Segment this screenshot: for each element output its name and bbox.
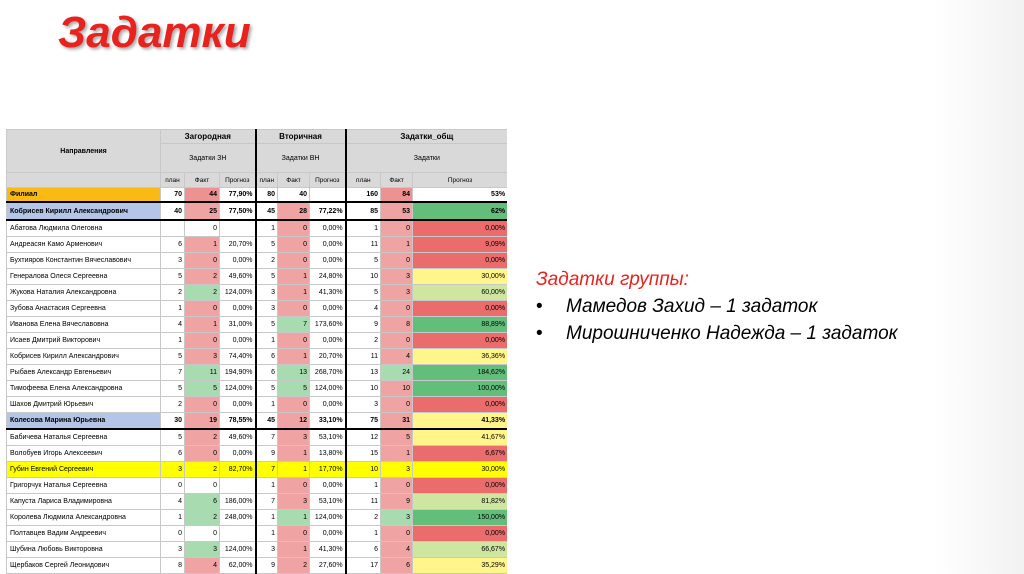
value-cell: 2 [346,510,381,526]
value-cell: 0,00% [413,397,507,413]
value-cell: 7 [256,494,278,510]
value-cell: 0,00% [413,333,507,349]
value-cell: 1 [185,237,220,253]
value-cell: 5 [185,381,220,397]
value-cell: 0 [381,333,413,349]
value-cell [220,526,256,542]
value-cell: 0 [381,526,413,542]
row-name-cell: Щербаков Сергей Леонидович [7,558,161,574]
value-cell: 0,00% [310,253,346,269]
value-cell: 1 [256,397,278,413]
value-cell: 124,00% [220,381,256,397]
value-cell: 44 [185,188,220,203]
row-name-cell: Бабичева Наталья Сергеевна [7,429,161,446]
value-cell: 3 [278,429,310,446]
value-cell: 10 [381,381,413,397]
row-name-cell: Иванова Елена Вячеславовна [7,317,161,333]
value-cell: 30,00% [413,269,507,285]
value-cell: 36,36% [413,349,507,365]
subgroup-header-country: Задатки ЗН [161,144,256,173]
value-cell: 7 [256,429,278,446]
value-cell: 40 [278,188,310,203]
value-cell: 53 [381,202,413,220]
value-cell: 2 [185,462,220,478]
value-cell: 3 [185,542,220,558]
value-cell: 268,70% [310,365,346,381]
value-cell: 6 [381,558,413,574]
subgroup-header-total: Задатки [346,144,507,173]
column-label-forecast: Прогноз [220,173,256,188]
group-header-total: Задатки_общ [346,130,507,144]
column-label-forecast: Прогноз [310,173,346,188]
value-cell: 80 [256,188,278,203]
value-cell: 31 [381,413,413,430]
value-cell: 0,00% [220,397,256,413]
value-cell: 124,00% [220,542,256,558]
value-cell: 85 [346,202,381,220]
note-item: • Мамедов Захид – 1 задаток [536,293,898,320]
value-cell: 3 [381,269,413,285]
value-cell: 4 [161,494,185,510]
value-cell: 17,70% [310,462,346,478]
row-name-cell: Полтавцев Вадим Андреевич [7,526,161,542]
row-name-cell: Рыбаев Александр Евгеньевич [7,365,161,381]
value-cell: 6 [161,237,185,253]
value-cell: 30 [161,413,185,430]
value-cell: 8 [161,558,185,574]
value-cell: 0 [185,397,220,413]
value-cell [220,220,256,237]
value-cell: 0,00% [220,446,256,462]
value-cell: 11 [346,349,381,365]
value-cell: 1 [278,285,310,301]
value-cell: 5 [256,269,278,285]
value-cell: 3 [161,253,185,269]
table-row [7,253,508,269]
value-cell: 84 [381,188,413,203]
value-cell: 160 [346,188,381,203]
value-cell: 1 [256,478,278,494]
value-cell: 4 [381,542,413,558]
value-cell: 5 [161,429,185,446]
value-cell: 6,67% [413,446,507,462]
value-cell: 77,50% [220,202,256,220]
value-cell: 0 [381,253,413,269]
row-name-cell: Колесова Марина Юрьевна [7,413,161,430]
value-cell: 6 [161,446,185,462]
value-cell: 3 [256,301,278,317]
decorative-shadow [934,0,1024,574]
value-cell: 7 [256,462,278,478]
row-name-cell: Григорчук Наталья Сергеевна [7,478,161,494]
value-cell: 45 [256,413,278,430]
value-cell: 60,00% [413,285,507,301]
value-cell: 0 [185,253,220,269]
value-cell: 10 [346,381,381,397]
column-label-forecast: Прогноз [413,173,507,188]
value-cell: 0 [381,220,413,237]
value-cell: 1 [278,542,310,558]
value-cell: 13 [278,365,310,381]
value-cell: 3 [161,462,185,478]
value-cell: 49,60% [220,429,256,446]
value-cell: 7 [278,317,310,333]
value-cell: 75 [346,413,381,430]
table-row [7,349,508,365]
value-cell: 41,30% [310,285,346,301]
value-cell: 0,00% [413,526,507,542]
note-list [536,293,898,347]
table-row [7,429,508,446]
value-cell: 19 [185,413,220,430]
row-name-cell: Королева Людмила Александровна [7,510,161,526]
table-row [7,317,508,333]
table-row [7,446,508,462]
value-cell: 1 [346,220,381,237]
value-cell: 24 [381,365,413,381]
value-cell: 0 [185,446,220,462]
value-cell: 1 [161,510,185,526]
value-cell: 2 [256,253,278,269]
value-cell [310,188,346,203]
table-row [7,413,508,430]
table-row [7,494,508,510]
column-label-empty [7,173,161,188]
value-cell: 1 [161,333,185,349]
value-cell: 1 [185,317,220,333]
table-row [7,188,508,203]
value-cell: 20,70% [220,237,256,253]
value-cell: 24,80% [310,269,346,285]
value-cell: 20,70% [310,349,346,365]
value-cell: 74,40% [220,349,256,365]
value-cell: 31,00% [220,317,256,333]
value-cell: 49,60% [220,269,256,285]
row-name-cell: Филиал [7,188,161,203]
note-item: • Мирошниченко Надежда – 1 задаток [536,320,898,347]
value-cell: 0,00% [310,333,346,349]
value-cell: 53,10% [310,494,346,510]
row-name-cell: Зубова Анастасия Сергеевна [7,301,161,317]
value-cell: 0 [278,301,310,317]
value-cell: 0 [381,301,413,317]
row-name-cell: Шахов Дмитрий Юрьевич [7,397,161,413]
value-cell: 100,00% [413,381,507,397]
value-cell: 5 [161,349,185,365]
value-cell: 28 [278,202,310,220]
value-cell: 82,70% [220,462,256,478]
value-cell: 0,00% [413,220,507,237]
value-cell: 33,10% [310,413,346,430]
value-cell: 0 [185,220,220,237]
spreadsheet-screenshot [6,129,507,574]
value-cell: 6 [185,494,220,510]
value-cell: 2 [185,285,220,301]
value-cell: 5 [256,381,278,397]
value-cell: 7 [161,365,185,381]
value-cell: 3 [381,462,413,478]
value-cell: 5 [256,237,278,253]
row-name-cell: Исаев Дмитрий Викторович [7,333,161,349]
note-title: Задатки группы: [536,269,689,290]
value-cell: 5 [161,381,185,397]
value-cell: 248,00% [220,510,256,526]
column-label-plan: план [256,173,278,188]
value-cell: 2 [185,269,220,285]
column-label-fact: Факт [278,173,310,188]
value-cell: 41,30% [310,542,346,558]
value-cell: 2 [185,429,220,446]
table-row [7,269,508,285]
group-header-country: Загородная [161,130,256,144]
value-cell: 78,55% [220,413,256,430]
value-cell: 5 [346,285,381,301]
row-name-cell: Губин Евгений Сергеевич [7,462,161,478]
value-cell: 124,00% [220,285,256,301]
row-name-cell: Шубина Любовь Викторовна [7,542,161,558]
value-cell: 3 [185,349,220,365]
value-cell: 1 [346,526,381,542]
value-cell: 0 [185,478,220,494]
column-label-fact: Факт [185,173,220,188]
value-cell: 3 [381,510,413,526]
value-cell: 1 [381,446,413,462]
value-cell: 77,90% [220,188,256,203]
value-cell [161,220,185,237]
value-cell: 77,22% [310,202,346,220]
value-cell: 0 [185,526,220,542]
value-cell: 1 [256,333,278,349]
table-row [7,526,508,542]
value-cell: 88,89% [413,317,507,333]
value-cell: 11 [346,237,381,253]
row-name-cell: Жукова Наталия Александровна [7,285,161,301]
value-cell: 4 [185,558,220,574]
value-cell: 1 [256,526,278,542]
value-cell: 0,00% [310,220,346,237]
table-row [7,333,508,349]
deposits-table [6,129,507,574]
value-cell: 0 [278,478,310,494]
value-cell: 2 [346,333,381,349]
value-cell: 9 [346,317,381,333]
value-cell: 0 [278,526,310,542]
value-cell: 2 [161,285,185,301]
subgroup-header-secondary: Задатки ВН [256,144,346,173]
value-cell: 0 [161,526,185,542]
value-cell: 0,00% [220,333,256,349]
value-cell: 173,60% [310,317,346,333]
header-row-columns [7,173,508,188]
value-cell: 1 [256,510,278,526]
value-cell: 4 [346,301,381,317]
value-cell: 5 [161,269,185,285]
value-cell: 0,00% [310,526,346,542]
value-cell: 70 [161,188,185,203]
value-cell: 0 [278,237,310,253]
value-cell: 66,67% [413,542,507,558]
value-cell: 2 [185,510,220,526]
column-label-fact: Факт [381,173,413,188]
value-cell: 1 [256,220,278,237]
value-cell: 0,00% [310,478,346,494]
value-cell: 0,00% [413,478,507,494]
value-cell: 0,00% [310,397,346,413]
value-cell: 25 [185,202,220,220]
value-cell: 4 [161,317,185,333]
value-cell: 8 [381,317,413,333]
row-name-cell: Абатова Людмила Олеговна [7,220,161,237]
value-cell: 0 [278,253,310,269]
value-cell: 124,00% [310,381,346,397]
value-cell: 12 [346,429,381,446]
value-cell: 13 [346,365,381,381]
value-cell: 5 [256,317,278,333]
value-cell: 0 [161,478,185,494]
value-cell: 3 [161,542,185,558]
value-cell: 5 [346,253,381,269]
table-row [7,478,508,494]
value-cell: 9 [256,558,278,574]
table-body [7,130,508,574]
table-row [7,510,508,526]
value-cell: 0 [185,301,220,317]
value-cell: 53% [413,188,507,203]
row-name-cell: Волобуев Игорь Алексеевич [7,446,161,462]
value-cell: 27,60% [310,558,346,574]
value-cell: 5 [381,429,413,446]
table-row [7,397,508,413]
value-cell: 41,33% [413,413,507,430]
value-cell: 186,00% [220,494,256,510]
table-row [7,301,508,317]
value-cell: 10 [346,462,381,478]
value-cell: 15 [346,446,381,462]
row-name-cell: Андреасян Камо Арменович [7,237,161,253]
row-name-cell: Кобрисев Кирилл Александрович [7,202,161,220]
value-cell: 13,80% [310,446,346,462]
table-row [7,462,508,478]
value-cell: 1 [278,446,310,462]
value-cell: 1 [278,510,310,526]
value-cell: 17 [346,558,381,574]
row-name-cell: Генералова Олеся Сергеевна [7,269,161,285]
value-cell: 194,90% [220,365,256,381]
value-cell: 150,00% [413,510,507,526]
table-row [7,542,508,558]
row-name-cell: Кобрисев Кирилл Александрович [7,349,161,365]
value-cell: 6 [346,542,381,558]
value-cell: 53,10% [310,429,346,446]
column-label-plan: план [346,173,381,188]
table-row [7,365,508,381]
row-name-cell: Капуста Лариса Владимировна [7,494,161,510]
value-cell: 1 [278,349,310,365]
value-cell: 10 [346,269,381,285]
value-cell: 6 [256,349,278,365]
value-cell: 11 [185,365,220,381]
value-cell: 0,00% [413,253,507,269]
value-cell: 9 [381,494,413,510]
value-cell: 4 [381,349,413,365]
group-header-secondary: Вторичная [256,130,346,144]
value-cell: 0 [185,333,220,349]
table-row [7,220,508,237]
value-cell: 1 [346,478,381,494]
value-cell: 9,09% [413,237,507,253]
value-cell: 35,29% [413,558,507,574]
table-row [7,558,508,574]
value-cell: 1 [161,301,185,317]
value-cell: 0 [381,478,413,494]
value-cell: 41,67% [413,429,507,446]
value-cell: 2 [161,397,185,413]
value-cell: 45 [256,202,278,220]
value-cell: 40 [161,202,185,220]
value-cell: 0 [278,333,310,349]
value-cell: 3 [256,285,278,301]
slide-title: Задатки [58,8,251,57]
value-cell: 0 [278,397,310,413]
value-cell: 0 [381,397,413,413]
header-row-groups [7,130,508,144]
value-cell: 0,00% [413,301,507,317]
value-cell: 0,00% [310,237,346,253]
value-cell: 12 [278,413,310,430]
direction-header: Направления [7,130,161,173]
value-cell: 0 [278,220,310,237]
value-cell: 0,00% [220,301,256,317]
value-cell: 3 [346,397,381,413]
value-cell: 1 [278,269,310,285]
value-cell: 30,00% [413,462,507,478]
group-deposits-note [536,266,898,347]
value-cell: 9 [256,446,278,462]
value-cell: 81,82% [413,494,507,510]
value-cell: 6 [256,365,278,381]
value-cell: 0,00% [220,253,256,269]
value-cell: 0,00% [310,301,346,317]
table-row [7,202,508,220]
value-cell: 3 [256,542,278,558]
row-name-cell: Тимофеева Елена Александровна [7,381,161,397]
value-cell: 1 [278,462,310,478]
value-cell: 11 [346,494,381,510]
table-row [7,237,508,253]
column-label-plan: план [161,173,185,188]
row-name-cell: Бухтияров Константин Вячеславович [7,253,161,269]
value-cell: 1 [381,237,413,253]
value-cell: 62,00% [220,558,256,574]
value-cell: 5 [278,381,310,397]
value-cell: 3 [381,285,413,301]
value-cell: 3 [278,494,310,510]
value-cell: 62% [413,202,507,220]
value-cell: 2 [278,558,310,574]
table-row [7,285,508,301]
table-row [7,381,508,397]
value-cell: 184,62% [413,365,507,381]
value-cell [220,478,256,494]
value-cell: 124,00% [310,510,346,526]
